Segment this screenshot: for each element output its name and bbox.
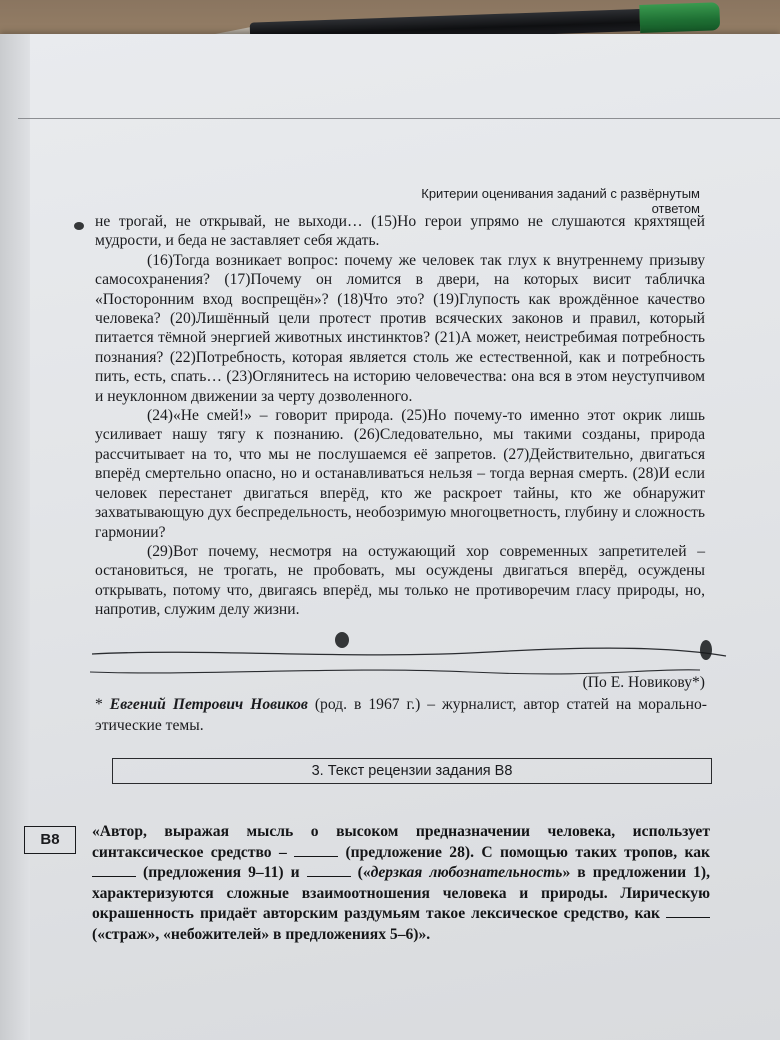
footnote-marker: * [95, 696, 110, 713]
pen-cap [639, 2, 720, 33]
paper-edge [0, 34, 30, 1040]
source-attribution: (По Е. Новикову*) [582, 674, 705, 691]
pen-scribble [90, 646, 730, 676]
author-footnote [95, 694, 707, 736]
answer-blank[interactable] [294, 844, 338, 857]
answer-blank[interactable] [92, 864, 136, 877]
task-text-part: (предложения 9–11) и [136, 864, 307, 882]
task-text-part: «Автор, выражая мысль о высоком предназначении человека, использует синтаксическое средство – [92, 823, 710, 861]
answer-blank[interactable] [666, 905, 710, 918]
task-label: В8 [24, 826, 76, 854]
ink-blot [700, 640, 712, 660]
ink-blot [335, 632, 349, 648]
author-name: Евгений Петрович Новиков [109, 696, 308, 713]
page-header: Критерии оценивания заданий с развёрнутым ответом [421, 186, 700, 216]
paragraph-2: (16)Тогда возникает вопрос: почему же человек так глух к внутреннему призыву самосохранения? (17)Почему он ломится в двери, на которых висит табличка «Посторонним вход воспрещён»? (18)Что это? (19)Глупость как врождённое качество человека? (20)Лишённый цели протест против всяческих законов и правил, который питается тёмной энергией животных инстинктов? (21)А может, неистребимая потребность познания? (22)Потребность, которая является столь же естественной, как и потребность пить, есть, спать… (23)Оглянитесь на историю человечества: она вся в этом неуступчивом и неуклонном движении за черту дозволенного. [95, 251, 705, 405]
task-text-italic: дерзкая любознательность [370, 864, 563, 882]
paragraph-4: (29)Вот почему, несмотря на остужающий хор современных запретителей – остановиться, не трогать, не пробовать, мы осуждены двигаться вперёд, осуждены открывать, потому что, двигаясь вперёд, мы только не противоречим гласу природы, но, напротив, служим делу жизни. [95, 542, 705, 619]
top-rule [18, 118, 780, 119]
task-text-part: (« [350, 864, 371, 882]
ink-blot [74, 222, 84, 230]
paragraph-3: (24)«Не смей!» – говорит природа. (25)Но почему-то именно этот окрик лишь усиливает нашу тягу к познанию. (26)Следовательно, мы такими созданы, природа рассчитывает на то, что мы не послушаемся её запретов. (27)Действительно, двигаться вперёд смертельно опасно, но и останавливаться нельзя – тогда верная смерть. (28)И если человек перестанет двигаться вперёд, кто же раскроет тайны, кто же обнаружит захватывающую дух беспредельность, необозримую многоцветность, глубину и сложность гармонии? [95, 407, 705, 541]
answer-blank[interactable] [307, 864, 351, 877]
paragraph-1: не трогай, не открывай, не выходи… (15)Но герои упрямо не слушаются кряхтящей мудрости, и беда не заставляет себя ждать. [95, 213, 705, 250]
task-text-part: («страж», «небожителей» в предложениях 5–6)». [92, 925, 431, 943]
essay-text [95, 212, 705, 620]
task-text-part: (предложение 28). С помощью таких тропов, как [338, 843, 710, 861]
footnote-text: (род. в 1967 г.) – журналист, автор статей на морально-этические темы. [95, 696, 707, 734]
task-text [92, 822, 710, 946]
section-title: 3. Текст рецензии задания В8 [112, 758, 712, 784]
task-text-part: » в предложении 1), характеризуются сложные взаимоотношения человека и природы. Лирическую окрашенность придаёт авторским раздумьям такое лексическое средство, как [92, 864, 711, 923]
